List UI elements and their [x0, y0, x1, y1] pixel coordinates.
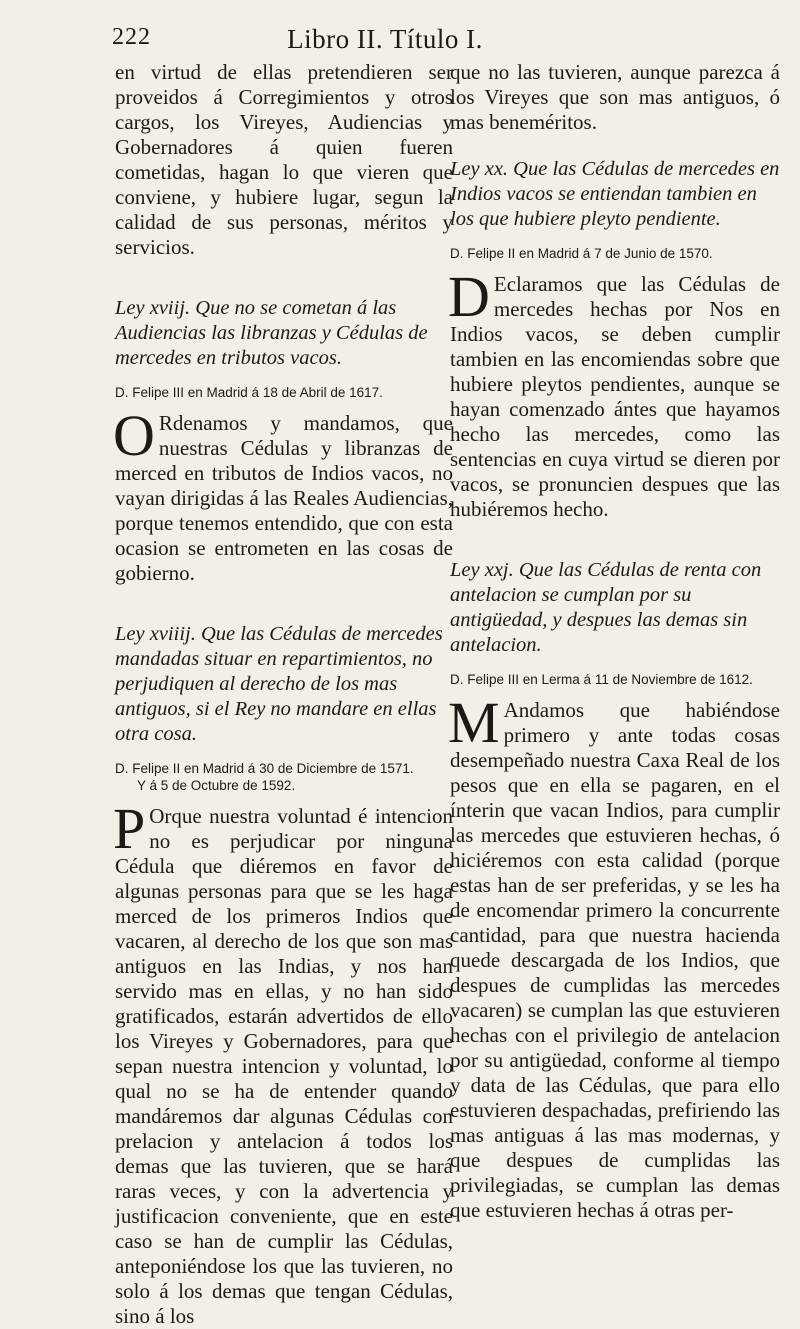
- drop-cap: P: [113, 796, 146, 861]
- law-heading: [450, 157, 780, 232]
- law-title: Que las Cédulas de renta con antelacion se cumplan por su antigüedad, y despues las demas sin antelacion.: [450, 559, 762, 656]
- running-title: Libro II. Título I.: [287, 24, 483, 54]
- decree-line: D. Felipe II en Madrid á 7 de Junio de 1570.: [450, 246, 713, 261]
- right-column: [450, 60, 780, 1223]
- drop-cap: D: [448, 264, 490, 329]
- law-title: Que las Cédulas de mercedes en Indios vacos se entiendan tambien en los que hubiere pleyto pendiente.: [450, 158, 780, 230]
- left-column: [115, 60, 453, 1329]
- law-body: [113, 796, 453, 1329]
- law-number: Ley xviij.: [115, 297, 191, 319]
- decree-line: D. Felipe III en Lerma á 11 de Noviembre de 1612.: [450, 672, 753, 687]
- law-body: [448, 690, 780, 1223]
- law-title: Que no se cometan á las Audiencias las libranzas y Cédulas de mercedes en tributos vacos.: [115, 297, 428, 369]
- law-text: Orque nuestra voluntad é intencion no es perjudicar por ninguna Cédula que diéremos en favor de algunas personas para que se les haga merced de los primeros Indios que vacaren, al derecho de los que son mas antiguos en las Indias, y nos han servido mas en ellas, y no han sido gratificados, estarán advertidos de ello los Vireyes y Gobernadores, para que sepan nuestra intencion y voluntad, lo qual no se ha de entender quando mandáremos dar algunas Cédulas con prelacion y antelacion á todos los demas que las tuvieren, que se hará raras veces, y con la advertencia y justificacion conveniente, que en este caso se han de cumplir las Cédulas, anteponiéndose los que las tuvieren, no solo á los demas que tengan Cédulas, sino á los: [115, 804, 453, 1328]
- law-text: Rdenamos y mandamos, que nuestras Cédulas y libranzas de merced en tributos de Indios vacos, no vayan dirigidas á las Reales Audiencias, porque tenemos entendido, que con esta ocasion se entrometen en las cosas de gobierno.: [115, 411, 453, 585]
- continued-paragraph: en virtud de ellas pretendieren ser proveidos á Corregimientos y otros cargos, los Vireyes, Audiencias y Gobernadores á quien fueren cometidas, hagan lo que vieren que conviene, y hubiere lugar, segun la calidad de sus personas, méritos y servicios.: [115, 60, 453, 259]
- decree-line: Y á 5 de Octubre de 1592.: [137, 778, 296, 793]
- drop-cap: M: [448, 690, 500, 755]
- law-body: [448, 264, 780, 522]
- law-text: Andamos que habiéndose primero y ante todas cosas desempeñado nuestra Caxa Real de los pesos que en ella se pagaren, en el ínterin que vacan Indios, para cumplir las mercedes que estuvieren hechas, ó hiciéremos con esta calidad (porque estas han de ser preferidas, y se les ha de encomendar primero la concurrente cantidad, para que nuestra hacienda quede descargada de los Indios, que despues de cumplidas las mercedes vacaren) se cumplan las que estuvieren hechas con el privilegio de antelacion por su antigüedad, conforme al tiempo y data de las Cédulas, que para ello estuvieren despachadas, prefiriendo las mas antiguas á las mas modernas, y que despues de cumplidas las privilegiadas, se cumplan las demas que estuvieren hechas á otras per-: [450, 698, 780, 1222]
- law-number: Ley xviiij.: [115, 623, 196, 645]
- drop-cap: O: [113, 403, 155, 468]
- law-heading: [450, 558, 780, 658]
- law-heading: [115, 296, 453, 371]
- continued-paragraph: que no las tuvieren, aunque parezca á los Vireyes que son mas antiguos, ó mas beneméritos.: [450, 60, 780, 134]
- law-body: [113, 403, 453, 586]
- law-heading: [115, 622, 453, 747]
- page-header: [112, 24, 658, 60]
- law-number: Ley xxj.: [450, 559, 514, 581]
- law-number: Ley xx.: [450, 158, 509, 180]
- page-number: 222: [112, 24, 151, 50]
- decree-line: D. Felipe II en Madrid á 30 de Diciembre de 1571.: [115, 761, 414, 776]
- decree-line: D. Felipe III en Madrid á 18 de Abril de 1617.: [115, 385, 383, 400]
- law-title: Que las Cédulas de mercedes mandadas situar en repartimientos, no perjudiquen al derecho de los mas antiguos, si el Rey no mandare en ellas otra cosa.: [115, 623, 443, 745]
- law-text: Eclaramos que las Cédulas de mercedes hechas por Nos en Indios vacos, se deben cumplir tambien en las encomiendas sobre que hubiere pleytos pendientes, aunque se hayan comenzado ántes que hayamos hecho las mercedes, como las sentencias en cuya virtud se dieren por vacos, se pronuncien despues que las hubiéremos hecho.: [450, 272, 780, 521]
